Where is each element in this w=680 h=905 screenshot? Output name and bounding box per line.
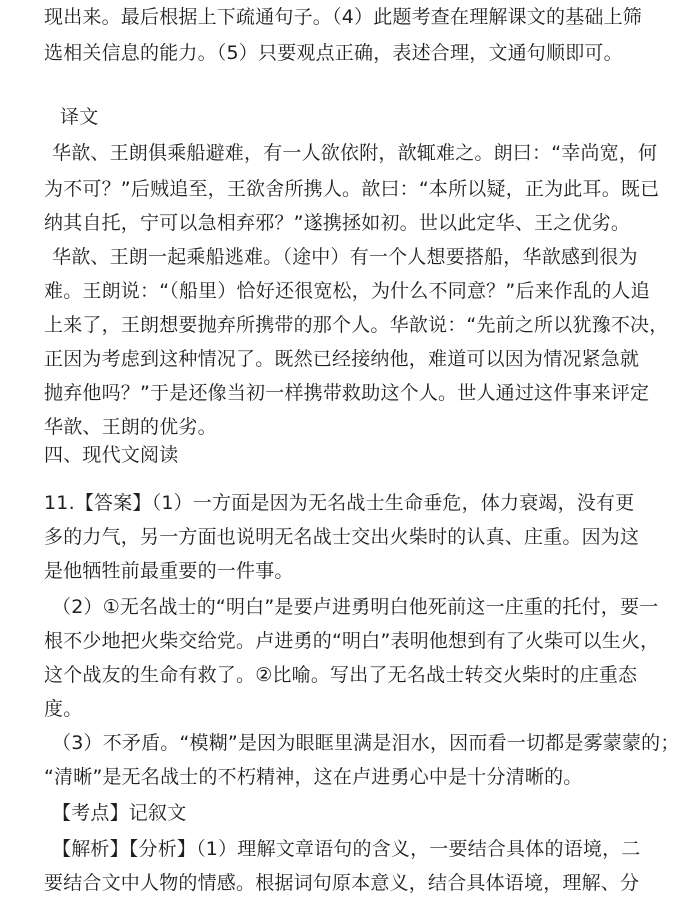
- text-line: 上来了，王朗想要抛弃所携带的那个人。华歆说：“先前之所以犹豫不决，: [44, 314, 669, 336]
- text-line: 为不可？”后贼追至，王欲舍所携人。歆曰：“本所以疑，正为此耳。既已: [44, 178, 660, 200]
- text-line: 华歆、王朗的优劣。: [44, 416, 217, 438]
- answer-line: （3）不矛盾。“模糊”是因为眼眶里满是泪水，因而看一切都是雾蒙蒙的；: [52, 732, 680, 754]
- answer-line: 多的力气，另一方面也说明无名战士交出火柴时的认真、庄重。因为这: [44, 526, 640, 548]
- section-heading-modern-reading: 四、现代文阅读: [44, 444, 179, 466]
- answer-line: 度。: [44, 698, 83, 720]
- answer-line: （2）①无名战士的“明白”是要卢进勇明白他死前这一庄重的托付，要一: [52, 596, 659, 618]
- section-heading-translation: 译文: [60, 106, 99, 128]
- text-line: 正因为考虑到这种情况了。既然已经接纳他，难道可以因为情况紧急就: [44, 348, 640, 370]
- text-line: 华歆、王朗俱乘船避难，有一人欲依附，歆辄难之。朗曰：“幸尚宽，何: [52, 142, 658, 164]
- text-line: 华歆、王朗一起乘船逃难。（途中）有一个人想要搭船，华歆感到很为: [52, 246, 638, 268]
- answer-line: 根不少地把火柴交给党。卢进勇的“明白”表明他想到有了火柴可以生火，: [44, 630, 660, 652]
- text-line: 抛弃他吗？”于是还像当初一样携带救助这个人。世人通过这件事来评定: [44, 382, 650, 404]
- text-line: 纳其自托，宁可以急相弃邪？”遂携拯如初。世以此定华、王之优劣。: [44, 212, 631, 234]
- text-line: 难。王朗说：“（船里）恰好还很宽松，为什么不同意？”后来作乱的人追: [44, 280, 650, 302]
- answer-line: 这个战友的生命有救了。②比喻。写出了无名战士转交火柴时的庄重态: [44, 664, 638, 686]
- answer-line: 11.【答案】（1）一方面是因为无名战士生命垂危，体力衰竭，没有更: [44, 492, 635, 514]
- key-point-line: 【考点】记叙文: [52, 802, 187, 824]
- answer-line: “清晰”是无名战士的不朽精神，这在卢进勇心中是十分清晰的。: [44, 766, 583, 788]
- analysis-line: 【解析】【分析】（1）理解文章语句的含义，一要结合具体的语境，二: [52, 838, 641, 860]
- text-line: 现出来。最后根据上下疏通句子。（4）此题考查在理解课文的基础上筛: [44, 6, 642, 28]
- answer-line: 是他牺牲前最重要的一件事。: [44, 560, 294, 582]
- analysis-line: 要结合文中人物的情感。根据词句原本意义，结合具体语境，理解、分: [44, 872, 640, 894]
- text-line: 选相关信息的能力。（5）只要观点正确，表述合理，文通句顺即可。: [44, 42, 623, 64]
